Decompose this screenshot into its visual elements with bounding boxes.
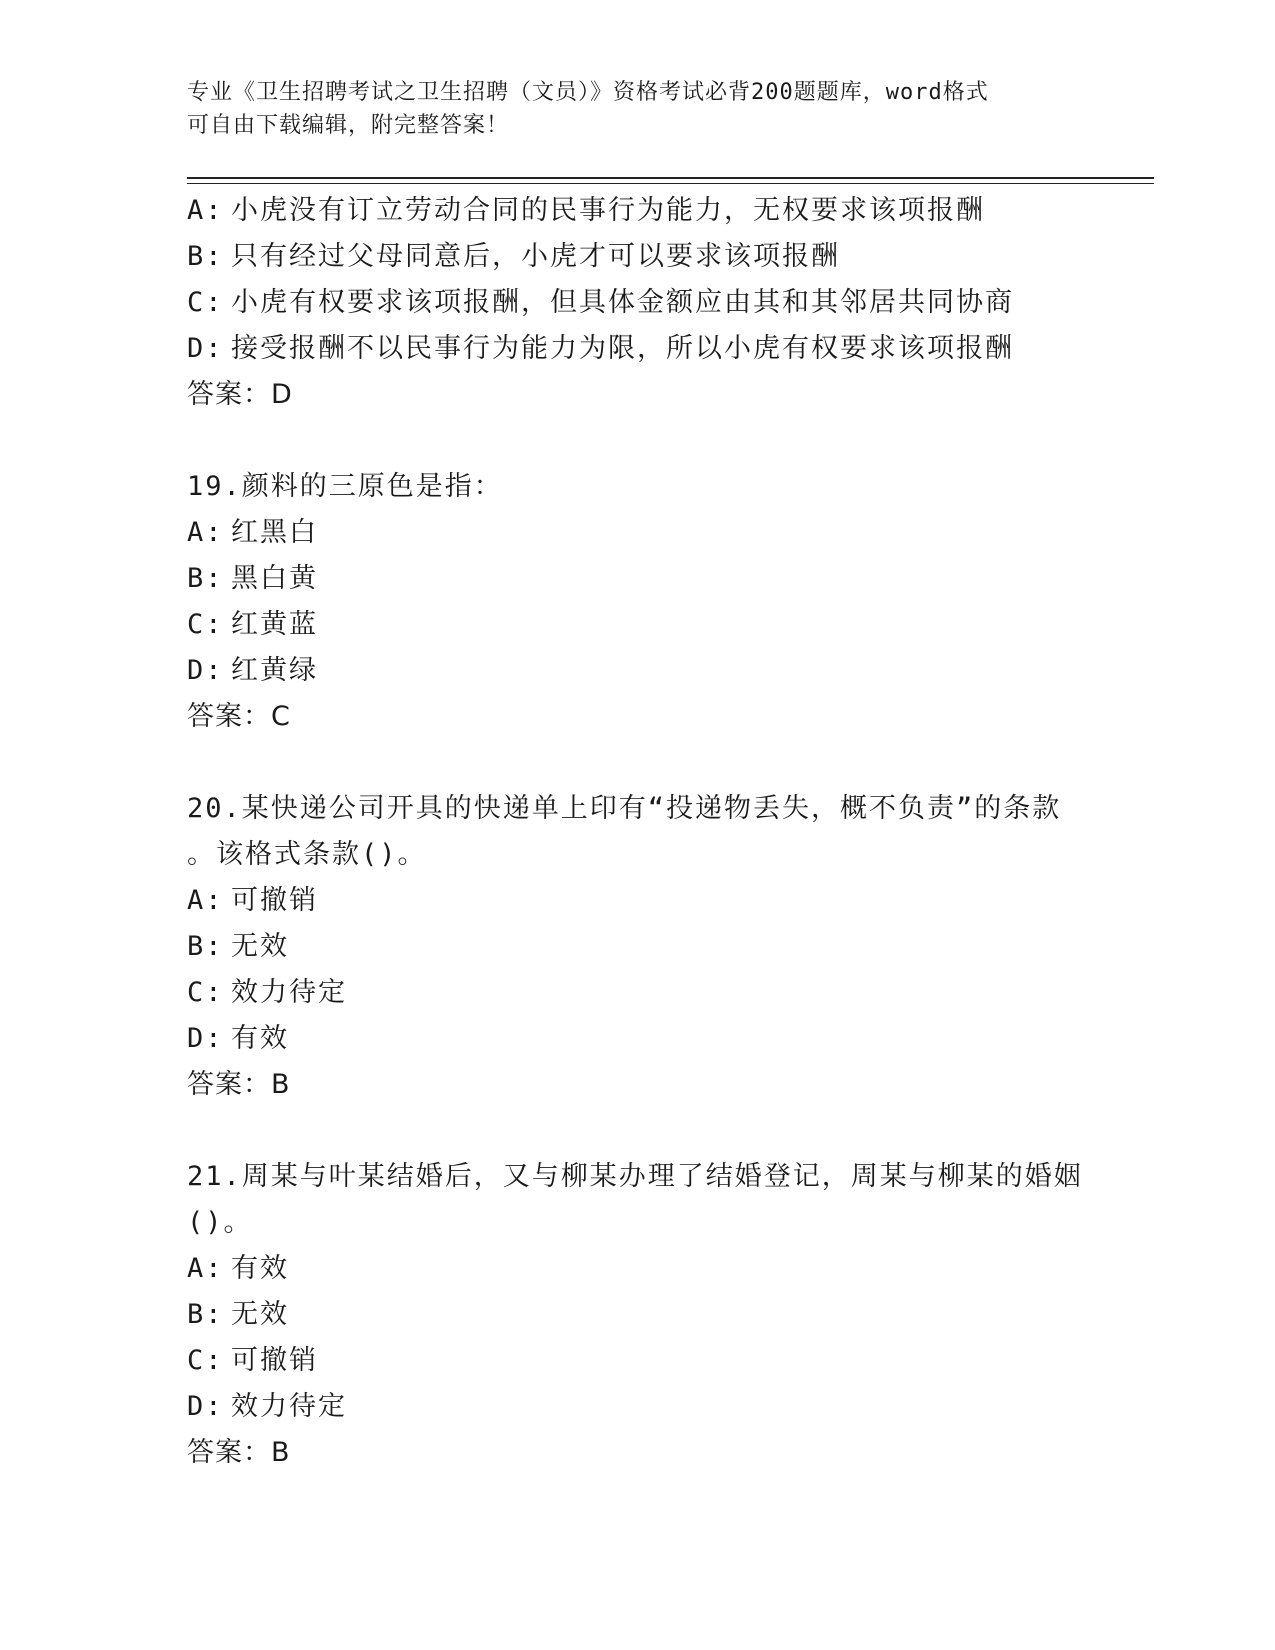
option-a: [187, 510, 1107, 556]
option-d: [187, 326, 1107, 372]
option-letter: D:: [187, 333, 224, 364]
option-letter: B:: [187, 241, 224, 272]
option-letter: C:: [187, 287, 224, 318]
option-text: 有效: [231, 1253, 289, 1284]
question-stem-continued: ()。: [187, 1207, 253, 1238]
option-letter: B:: [187, 1299, 224, 1330]
option-d: [187, 1016, 1107, 1062]
option-letter: A:: [187, 517, 224, 548]
option-text: 效力待定: [231, 977, 347, 1008]
option-letter: C:: [187, 977, 224, 1008]
option-letter: D:: [187, 1391, 224, 1422]
header-line-1: 专业《卫生招聘考试之卫生招聘（文员）》资格考试必背200题题库，word格式: [187, 80, 989, 105]
option-letter: A:: [187, 885, 224, 916]
option-b: [187, 924, 1107, 970]
option-text: 小虎没有订立劳动合同的民事行为能力，无权要求该项报酬: [231, 195, 985, 226]
option-text: 接受报酬不以民事行为能力为限，所以小虎有权要求该项报酬: [231, 333, 1014, 364]
option-text: 可撤销: [231, 885, 318, 916]
question-stem: 21.周某与叶某结婚后，又与柳某办理了结婚登记，周某与柳某的婚姻: [187, 1161, 1083, 1192]
option-text: 无效: [231, 931, 289, 962]
header-rule-thick: [187, 177, 1154, 179]
option-c: [187, 970, 1107, 1016]
answer-line: 答案：B: [187, 1069, 291, 1100]
header-line-2: 可自由下载编辑，附完整答案！: [187, 113, 510, 138]
option-text: 小虎有权要求该项报酬，但具体金额应由其和其邻居共同协商: [231, 287, 1014, 318]
option-text: 红黄蓝: [231, 609, 318, 640]
option-text: 可撤销: [231, 1345, 318, 1376]
question-18: [187, 188, 1107, 418]
answer-line: 答案：C: [187, 701, 291, 732]
option-c: [187, 602, 1107, 648]
option-b: [187, 234, 1107, 280]
option-letter: C:: [187, 609, 224, 640]
option-letter: A:: [187, 1253, 224, 1284]
spacer: [187, 740, 1107, 786]
option-text: 黑白黄: [231, 563, 318, 594]
option-text: 红黄绿: [231, 655, 318, 686]
option-letter: B:: [187, 563, 224, 594]
option-letter: B:: [187, 931, 224, 962]
option-c: [187, 280, 1107, 326]
option-d: [187, 648, 1107, 694]
option-a: [187, 878, 1107, 924]
option-text: 只有经过父母同意后，小虎才可以要求该项报酬: [231, 241, 840, 272]
header-rule-thin: [187, 183, 1154, 184]
option-text: 有效: [231, 1023, 289, 1054]
question-stem-continued: 。该格式条款()。: [187, 839, 427, 870]
option-text: 无效: [231, 1299, 289, 1330]
answer-line: 答案：D: [187, 379, 293, 410]
option-d: [187, 1384, 1107, 1430]
option-b: [187, 1292, 1107, 1338]
option-text: 红黑白: [231, 517, 318, 548]
question-19: [187, 464, 1107, 740]
option-a: [187, 1246, 1107, 1292]
option-c: [187, 1338, 1107, 1384]
question-stem: 20.某快递公司开具的快递单上印有“投递物丢失，概不负责”的条款: [187, 793, 1062, 824]
option-letter: D:: [187, 1023, 224, 1054]
answer-line: 答案：B: [187, 1437, 291, 1468]
question-list: [187, 188, 1107, 1476]
spacer: [187, 1108, 1107, 1154]
option-a: [187, 188, 1107, 234]
option-letter: A:: [187, 195, 224, 226]
option-b: [187, 556, 1107, 602]
question-20: [187, 786, 1107, 1108]
question-21: [187, 1154, 1107, 1476]
option-text: 效力待定: [231, 1391, 347, 1422]
question-stem: 19.颜料的三原色是指：: [187, 471, 503, 502]
option-letter: D:: [187, 655, 224, 686]
option-letter: C:: [187, 1345, 224, 1376]
spacer: [187, 418, 1107, 464]
document-header: [187, 76, 1087, 142]
